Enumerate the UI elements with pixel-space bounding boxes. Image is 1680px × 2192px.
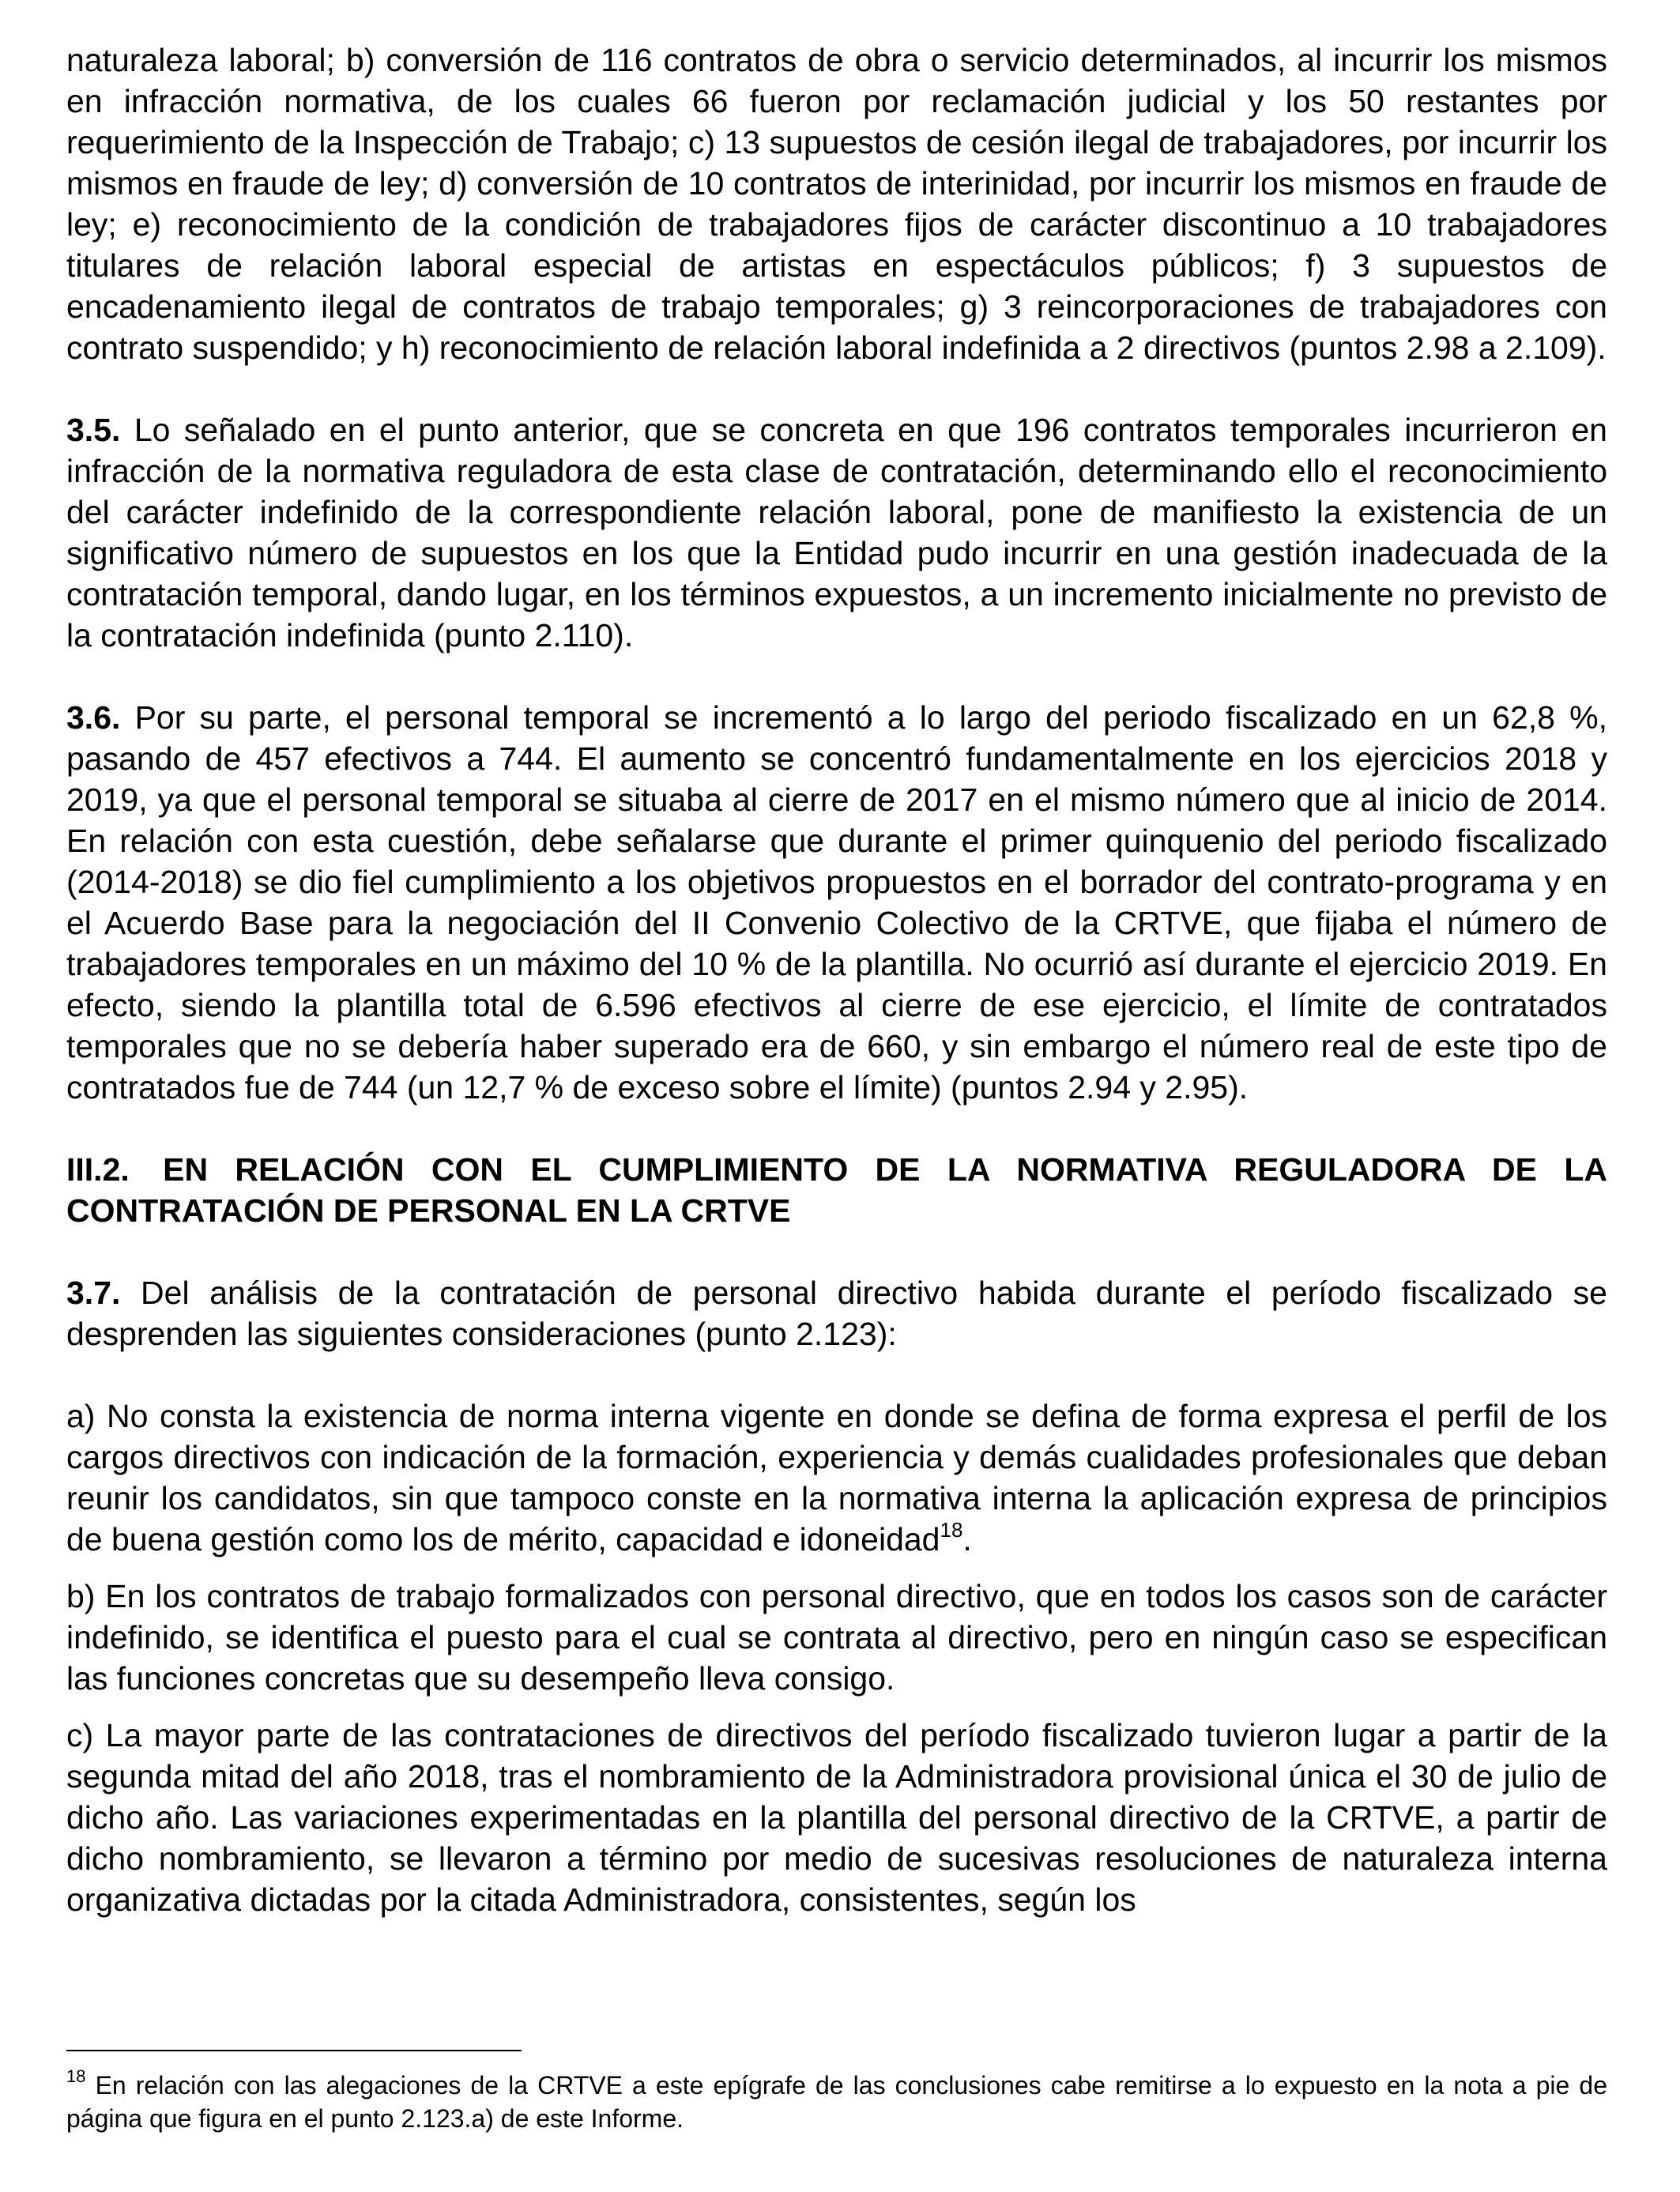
paragraph-text: Del análisis de la contratación de personal directivo habida durante el período fiscalizado se desprenden las siguientes consideraciones (punto 2.123): [66,1275,1607,1352]
item-text: a) No consta la existencia de norma interna vigente en donde se defina de forma expresa el perfil de los cargos directivos con indicación de la formación, experiencia y demás cualidades profesionales que deban reunir los candidatos, sin que tampoco conste en la normativa interna la aplicación expresa de principios de buena gestión como los de mérito, capacidad e idoneidad [66,1398,1607,1557]
footnote [66,2066,1608,2135]
paragraph-3-6 [66,697,1607,1108]
footnote-reference[interactable]: 18 [940,1518,963,1542]
paragraph-item-b: b) En los contratos de trabajo formalizados con personal directivo, que en todos los casos son de carácter indefinido, se identifica el puesto para el cual se contrata al directivo, pero en ningún caso se especifican las funciones concretas que su desempeño lleva consigo. [66,1578,1607,1697]
footnote-separator [66,2050,522,2051]
paragraph-item-a [66,1395,1607,1560]
paragraph-continuation: naturaleza laboral; b) conversión de 116 contratos de obra o servicio determinados, al incurrir los mismos en infracción normativa, de los cuales 66 fueron por reclamación judicial y los 50 restantes por requerimiento de la Inspección de Trabajo; c) 13 supuestos de cesión ilegal de trabajadores, por incurrir los mismos en fraude de ley; d) conversión de 10 contratos de interinidad, por incurrir los mismos en fraude de ley; e) reconocimiento de la condición de trabajadores fijos de carácter discontinuo a 10 trabajadores titulares de relación laboral especial de artistas en espectáculos públicos; f) 3 supuestos de encadenamiento ilegal de contratos de trabajo temporales; g) 3 reincorporaciones de trabajadores con contrato suspendido; y h) reconocimiento de relación laboral indefinida a 2 directivos (puntos 2.98 a 2.109). [66,42,1607,366]
paragraph-item-c: c) La mayor parte de las contrataciones de directivos del período fiscalizado tuvieron lugar a partir de la segunda mitad del año 2018, tras el nombramiento de la Administradora provisional única el 30 de julio de dicho año. Las variaciones experimentadas en la plantilla del personal directivo de la CRTVE, a partir de dicho nombramiento, se llevaron a término por medio de sucesivas resoluciones de naturaleza interna organizativa dictadas por la citada Administradora, consistentes, según los [66,1717,1607,1918]
section-title: EN RELACIÓN CON EL CUMPLIMIENTO DE LA NORMATIVA REGULADORA DE LA CONTRATACIÓN DE PERSONAL EN LA CRTVE [66,1151,1607,1229]
paragraph-number: 3.5. [66,412,121,448]
paragraph-number: 3.7. [66,1275,121,1311]
document-page [66,40,1607,1936]
paragraph-text: Lo señalado en el punto anterior, que se concreta en que 196 contratos temporales incurrieron en infracción de la normativa reguladora de esta clase de contratación, determinando ello el reconocimiento del carácter indefinido de la correspondiente relación laboral, pone de manifiesto la existencia de un significativo número de supuestos en los que la Entidad pudo incurrir en una gestión inadecuada de la contratación temporal, dando lugar, en los términos expuestos, a un incremento inicialmente no previsto de la contratación indefinida (punto 2.110). [66,412,1607,653]
section-heading [66,1149,1607,1231]
item-text-end: . [962,1521,972,1557]
paragraph-3-5 [66,409,1607,656]
footnote-text: En relación con las alegaciones de la CRTVE a este epígrafe de las conclusiones cabe remitirse a lo expuesto en la nota a pie de página que figura en el punto 2.123.a) de este Informe. [66,2071,1608,2133]
section-number: III.2. [66,1151,130,1188]
footnote-marker: 18 [66,2066,86,2087]
paragraph-3-7 [66,1272,1607,1354]
paragraph-text: Por su parte, el personal temporal se incrementó a lo largo del periodo fiscalizado en un 62,8 %, pasando de 457 efectivos a 744. El aumento se concentró fundamentalmente en los ejercicios 2018 y 2019, ya que el personal temporal se situaba al cierre de 2017 en el mismo número que al inicio de 2014. En relación con esta cuestión, debe señalarse que durante el primer quinquenio del periodo fiscalizado (2014-2018) se dio fiel cumplimiento a los objetivos propuestos en el borrador del contrato-programa y en el Acuerdo Base para la negociación del II Convenio Colectivo de la CRTVE, que fijaba el número de trabajadores temporales en un máximo del 10 % de la plantilla. No ocurrió así durante el ejercicio 2019. En efecto, siendo la plantilla total de 6.596 efectivos al cierre de ese ejercicio, el límite de contratados temporales que no se debería haber superado era de 660, y sin embargo el número real de este tipo de contratados fue de 744 (un 12,7 % de exceso sobre el límite) (puntos 2.94 y 2.95). [66,699,1607,1105]
paragraph-number: 3.6. [66,699,121,736]
